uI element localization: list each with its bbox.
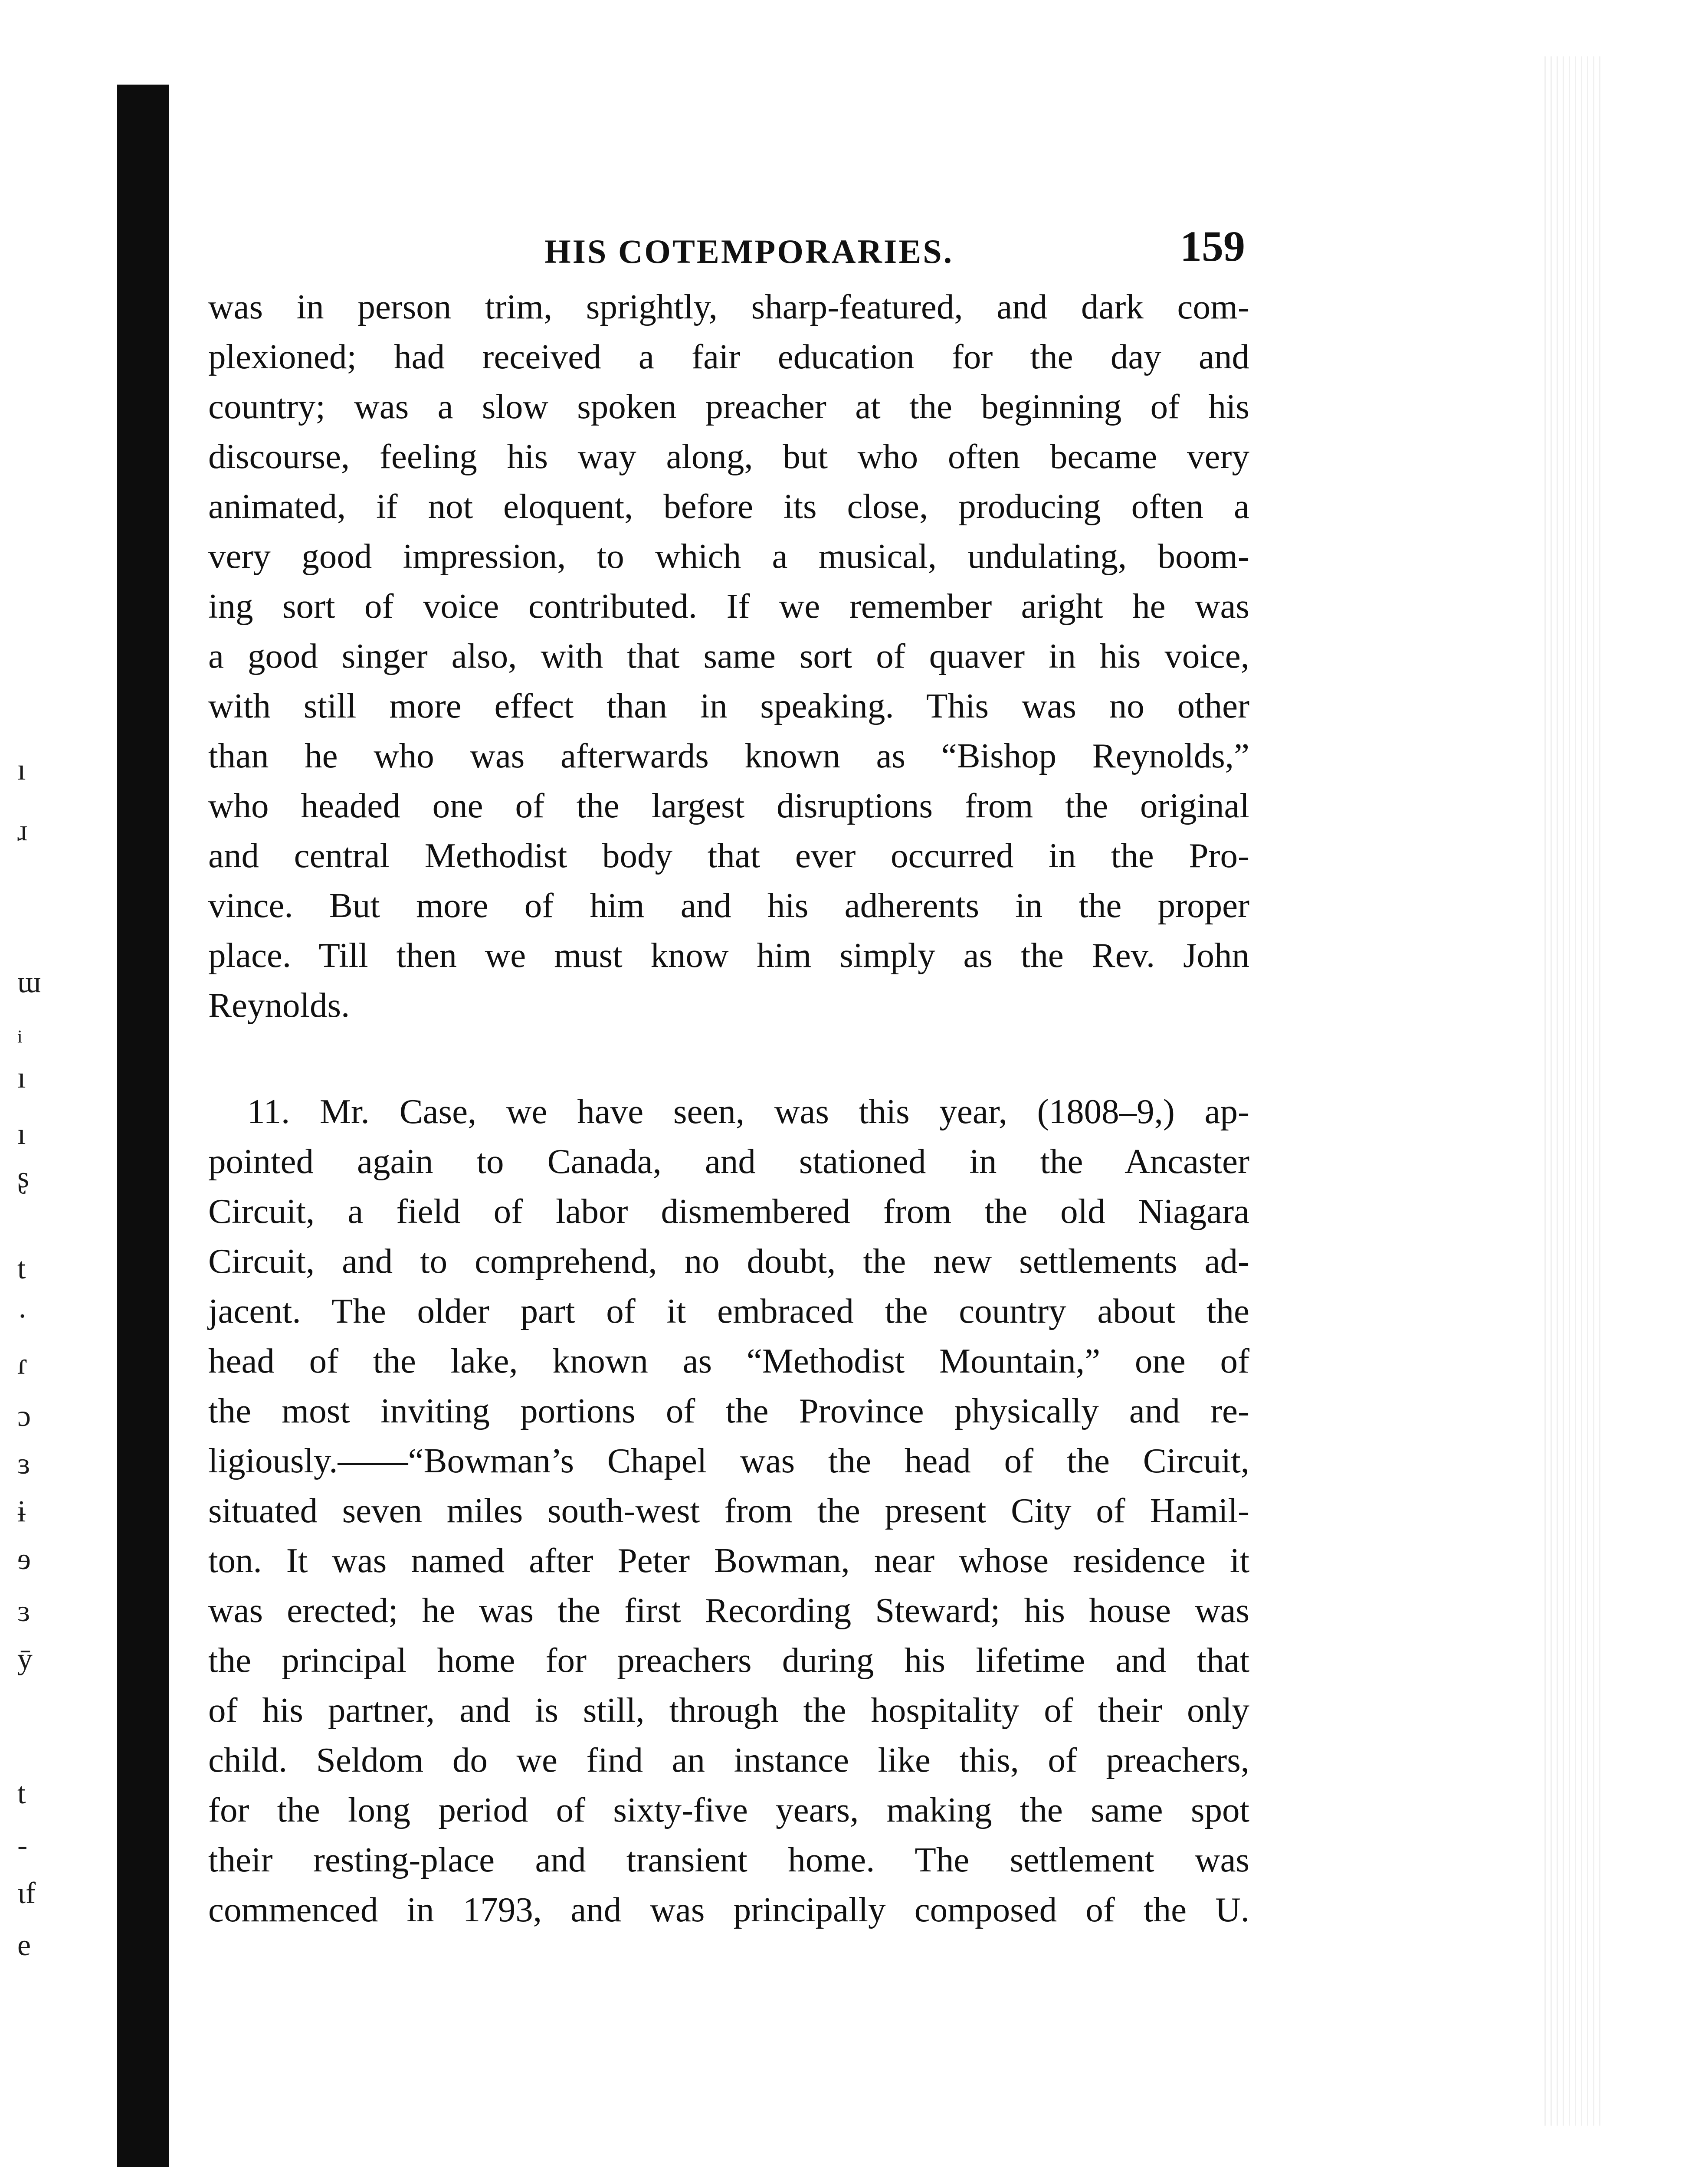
text-line: their resting-place and transient home. The settlement was bbox=[208, 1840, 1249, 1879]
margin-fragment: ı bbox=[17, 1117, 26, 1151]
text-line: and central Methodist body that ever occurred in the Pro- bbox=[208, 836, 1249, 875]
margin-fragment: ɾ bbox=[17, 1347, 28, 1381]
margin-fragment: ɜ bbox=[17, 1447, 30, 1481]
margin-fragment: - bbox=[17, 1829, 28, 1862]
text-line: animated, if not eloquent, before its close, producing often a bbox=[208, 487, 1249, 526]
binding-shadow bbox=[117, 85, 169, 2167]
margin-fragment: ɔ bbox=[17, 1399, 31, 1433]
margin-fragment: ɯ bbox=[17, 966, 41, 999]
text-line: a good singer also, with that same sort of quaver in his voice, bbox=[208, 636, 1249, 675]
text-line: ing sort of voice contributed. If we remember aright he was bbox=[208, 586, 1249, 626]
margin-fragment: ᵢ bbox=[17, 1013, 23, 1047]
margin-fragment: ʂ bbox=[17, 1161, 30, 1194]
page-number: 159 bbox=[1180, 222, 1245, 270]
text-line: plexioned; had received a fair education for the day and bbox=[208, 337, 1249, 376]
text-line: discourse, feeling his way along, but who often became very bbox=[208, 437, 1249, 476]
next-page-edge bbox=[1544, 56, 1605, 2126]
text-line: for the long period of sixty-five years, making the same spot bbox=[208, 1790, 1249, 1829]
text-line: of his partner, and is still, through the hospitality of their only bbox=[208, 1691, 1249, 1730]
text-line: country; was a slow spoken preacher at the beginning of his bbox=[208, 387, 1249, 426]
text-line: pointed again to Canada, and stationed in the Ancaster bbox=[208, 1142, 1249, 1181]
paragraph-spacer bbox=[208, 1030, 1249, 1087]
margin-fragment: ı bbox=[17, 1061, 26, 1094]
paragraph bbox=[208, 1087, 1249, 1935]
margin-fragment: ȳ bbox=[17, 1642, 33, 1676]
paragraph bbox=[208, 282, 1249, 1030]
text-line: who headed one of the largest disruptions from the original bbox=[208, 786, 1249, 825]
margin-fragment: e bbox=[17, 1929, 31, 1962]
text-line: head of the lake, known as “Methodist Mountain,” one of bbox=[208, 1341, 1249, 1380]
margin-fragment: ɹ bbox=[17, 814, 28, 847]
running-title: HIS COTEMPORARIES. bbox=[544, 233, 954, 270]
text-line: was erected; he was the first Recording Steward; his house was bbox=[208, 1591, 1249, 1630]
text-line: situated seven miles south-west from the present City of Hamil- bbox=[208, 1491, 1249, 1530]
text-line: child. Seldom do we find an instance like this, of preachers, bbox=[208, 1740, 1249, 1779]
text-line: with still more effect than in speaking. This was no other bbox=[208, 686, 1249, 725]
text-line: the principal home for preachers during his lifetime and that bbox=[208, 1641, 1249, 1680]
margin-fragment: ɜ bbox=[17, 1595, 30, 1628]
margin-fragment: · bbox=[17, 1300, 28, 1333]
text-line: commenced in 1793, and was principally composed of the U. bbox=[208, 1890, 1249, 1929]
text-line: very good impression, to which a musical, undulating, boom- bbox=[208, 537, 1249, 576]
text-line: than he who was afterwards known as “Bishop Reynolds,” bbox=[208, 736, 1249, 775]
text-line: was in person trim, sprightly, sharp-featured, and dark com- bbox=[208, 287, 1249, 326]
margin-fragment: ı bbox=[17, 753, 26, 786]
margin-fragment: t bbox=[17, 1777, 26, 1810]
margin-fragment: ɘ bbox=[17, 1543, 31, 1576]
margin-fragment: ɩf bbox=[17, 1877, 36, 1910]
text-line: 11. Mr. Case, we have seen, was this year, (1808–9,) ap- bbox=[247, 1092, 1249, 1131]
text-line: ligiously.——“Bowman’s Chapel was the head of the Circuit, bbox=[208, 1441, 1249, 1480]
book-page bbox=[208, 217, 1249, 1935]
text-line: jacent. The older part of it embraced the country about the bbox=[208, 1291, 1249, 1330]
margin-fragment: t bbox=[17, 1252, 26, 1285]
text-line: place. Till then we must know him simply as the Rev. John bbox=[208, 936, 1249, 975]
text-line: Circuit, and to comprehend, no doubt, the new settlements ad- bbox=[208, 1242, 1249, 1281]
text-line: Circuit, a field of labor dismembered from the old Niagara bbox=[208, 1192, 1249, 1231]
text-line: ton. It was named after Peter Bowman, near whose residence it bbox=[208, 1541, 1249, 1580]
text-line: Reynolds. bbox=[208, 986, 350, 1025]
text-line: vince. But more of him and his adherents in the proper bbox=[208, 886, 1249, 925]
text-line: the most inviting portions of the Province physically and re- bbox=[208, 1391, 1249, 1430]
facing-page-fragments bbox=[9, 0, 87, 2169]
margin-fragment: ɨ bbox=[17, 1495, 26, 1528]
running-head bbox=[208, 217, 1249, 282]
